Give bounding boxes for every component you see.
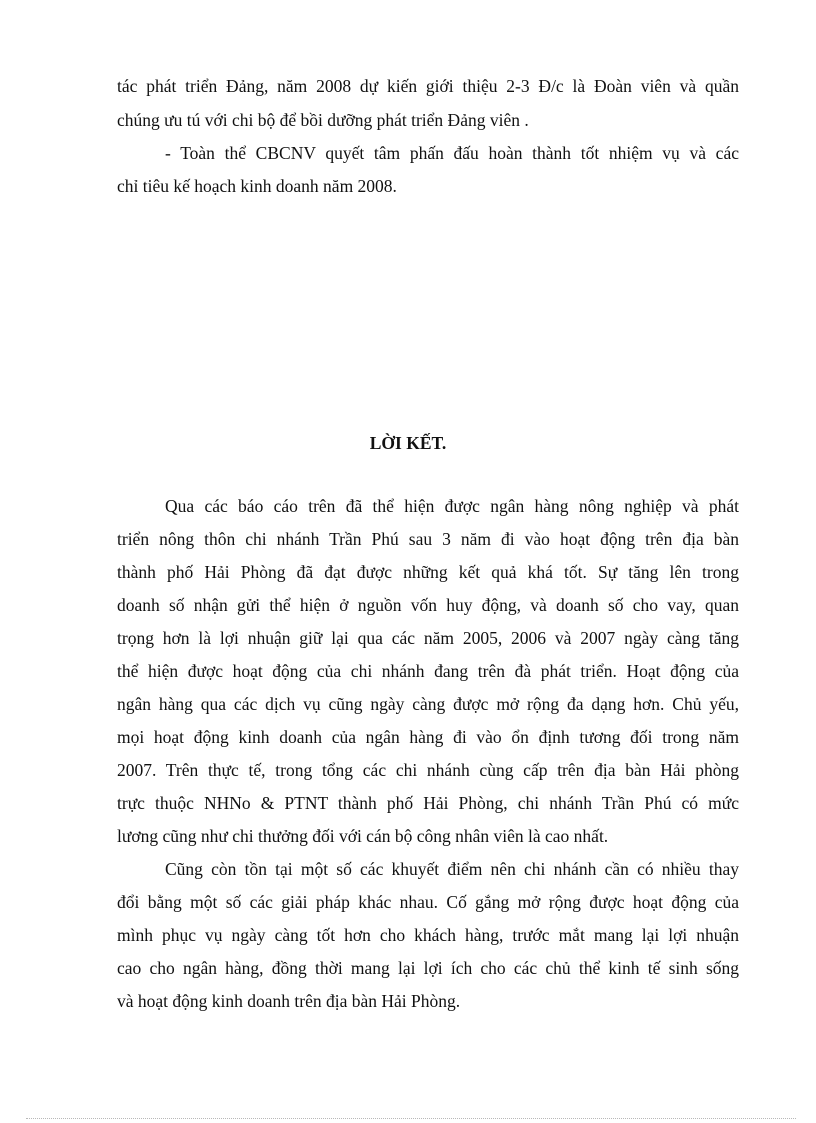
paragraph-line: doanh số nhận gửi thể hiện ở nguồn vốn huy động, và doanh số cho vay, quan: [117, 595, 739, 615]
paragraph-line: Qua các báo cáo trên đã thể hiện được ngân hàng nông nghiệp và phát: [165, 496, 739, 516]
paragraph-line: trọng hơn là lợi nhuận giữ lại qua các năm 2005, 2006 và 2007 ngày càng tăng: [117, 628, 739, 648]
section-title: LỜI KẾT.: [369, 433, 447, 453]
paragraph-line: 2007. Trên thực tế, trong tổng các chi nhánh cùng cấp trên địa bàn Hải phòng: [117, 760, 739, 780]
paragraph-line: và hoạt động kinh doanh trên địa bàn Hải Phòng.: [117, 991, 461, 1011]
paragraph-line: mình phục vụ ngày càng tốt hơn cho khách hàng, trước mắt mang lại lợi nhuận: [117, 925, 739, 945]
paragraph-line: trực thuộc NHNo & PTNT thành phố Hải Phòng, chi nhánh Trần Phú có mức: [117, 793, 739, 813]
paragraph-line: chỉ tiêu kế hoạch kinh doanh năm 2008.: [117, 176, 397, 196]
paragraph-line: thành phố Hải Phòng đã đạt được những kết quả khá tốt. Sự tăng lên trong: [117, 562, 739, 582]
paragraph-line: cao cho ngân hàng, đồng thời mang lại lợi ích cho các chủ thể kinh tế sinh sống: [117, 958, 739, 978]
paragraph-line: thể hiện được hoạt động của chi nhánh đang trên đà phát triển. Hoạt động của: [117, 661, 739, 681]
paragraph-line: tác phát triển Đảng, năm 2008 dự kiến giới thiệu 2-3 Đ/c là Đoàn viên và quần: [117, 76, 739, 96]
paragraph-line: mọi hoạt động kinh doanh của ngân hàng đi vào ổn định tương đối trong năm: [117, 727, 739, 747]
paragraph-line: - Toàn thể CBCNV quyết tâm phấn đấu hoàn thành tốt nhiệm vụ và các: [165, 143, 739, 163]
paragraph-line: Cũng còn tồn tại một số các khuyết điểm nên chi nhánh cần có nhiều thay: [165, 859, 739, 879]
paragraph-line: triển nông thôn chi nhánh Trần Phú sau 3 năm đi vào hoạt động trên địa bàn: [117, 529, 739, 549]
paragraph-line: lương cũng như chi thưởng đối với cán bộ công nhân viên là cao nhất.: [117, 826, 609, 846]
paragraph-line: đổi bằng một số các giải pháp khác nhau. Cố gắng mở rộng được hoạt động của: [117, 892, 739, 912]
footer-divider: [26, 1118, 796, 1119]
paragraph-line: chúng ưu tú với chi bộ để bồi dưỡng phát triển Đảng viên .: [117, 110, 529, 130]
paragraph-line: ngân hàng qua các dịch vụ cũng ngày càng được mở rộng đa dạng hơn. Chủ yếu,: [117, 694, 739, 714]
